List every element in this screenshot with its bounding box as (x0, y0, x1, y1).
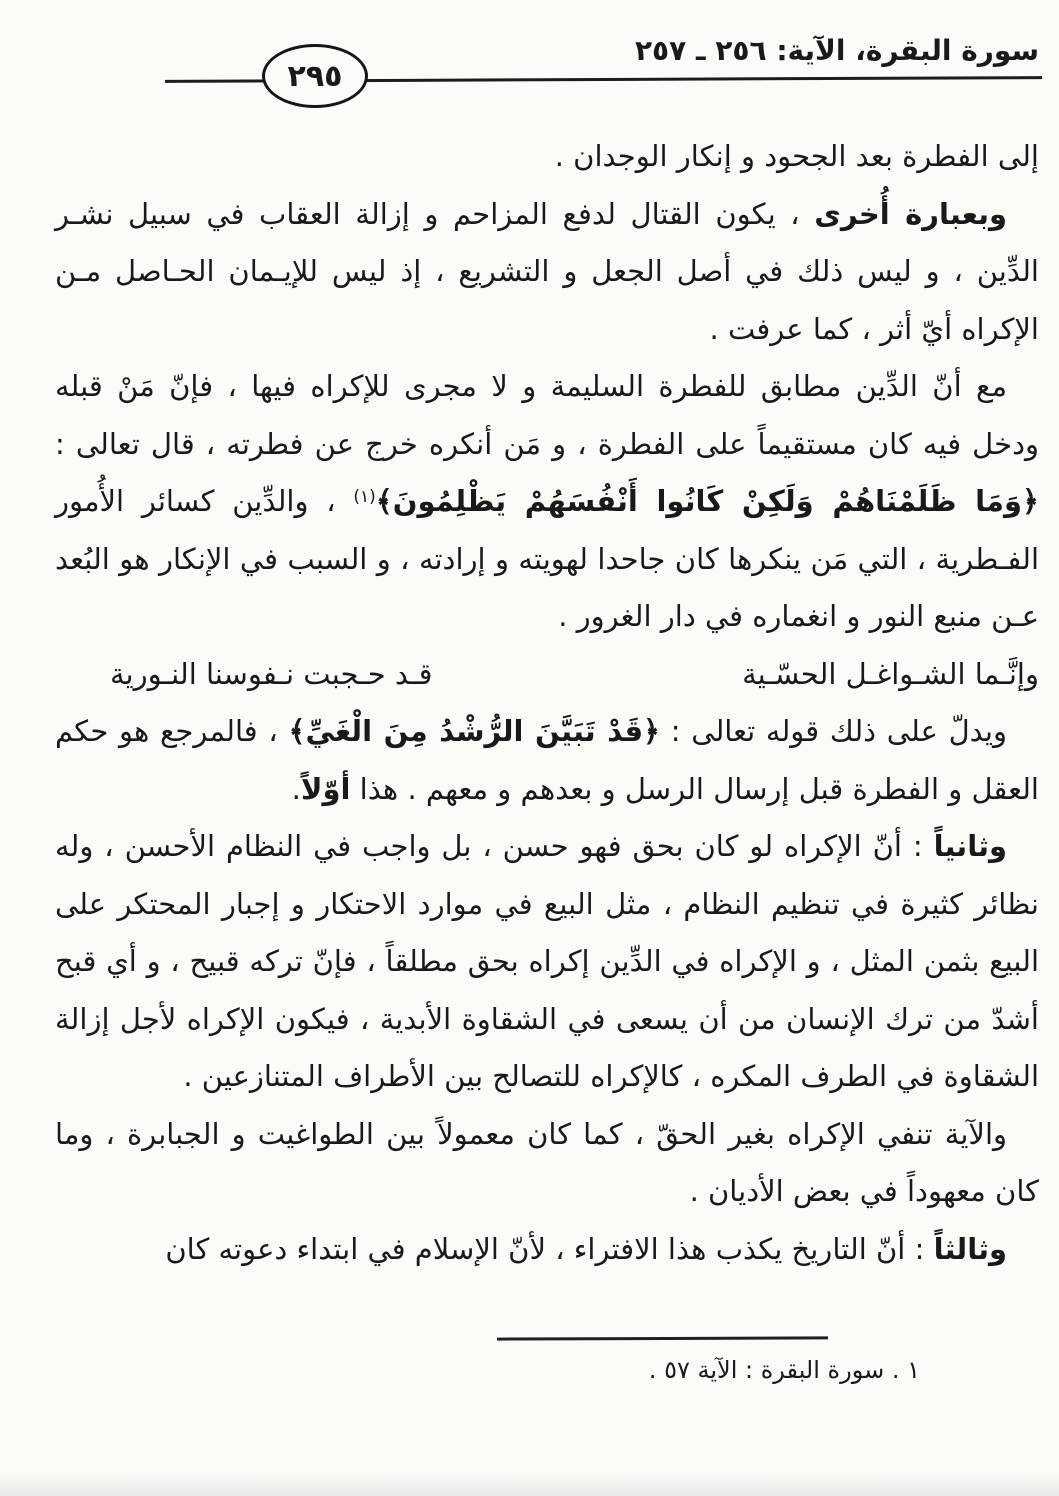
footnote-text: ١ . سورة البقرة : الآية ٥٧ . (648, 1356, 920, 1384)
paragraph: مع أنّ الدِّين مطابق للفطرة السليمة و لا مجرى للإكراه فيها ، فإنّ مَنْ قبله ودخل فيه كان مستقيماً على الفطرة ، و مَن أنكره خرج عن فطرته ، قال تعالى : ﴿وَمَا ظَلَمْنَاهُمْ وَلَكِنْ كَانُوا أَنْفُسَهُمْ يَظْلِمُونَ﴾$^{(١)}$ ، والدِّين كسائر الأُمور الفـطرية ، التي مَن ينكرها كان جاحدا لهويته و إرادته ، و السبب في الإنكار هو البُعد عـن منبع النور و انغماره في دار الغرور . (55, 369, 1039, 633)
paragraph: ويدلّ على ذلك قوله تعالى : ﴿قَدْ تَبَيَّنَ الرُّشْدُ مِنَ الْغَيِّ﴾ ، فالمرجع هو حكم العقل و الفطرة قبل إرسال الرسل و بعدهم و معهم . هذا أوّلاً. (55, 714, 1039, 806)
footnote-separator (497, 1336, 828, 1340)
page-number-badge (262, 44, 368, 108)
poetry-couplet (55, 646, 1039, 704)
hemistich-second: قـد حـجبت نـفوسنا النـورية (110, 656, 433, 691)
page-number: ٢٩٥ (287, 58, 343, 94)
paragraph: والآية تنفي الإكراه بغير الحقّ ، كما كان معمولاً بين الطواغيت و الجبابرة ، وما كان معهوداً في بعض الأديان . (55, 1116, 1039, 1208)
hemistich-first: وإنَّـما الشـواغـل الحسّـية (742, 656, 1039, 691)
paragraph: وبعبارة أُخرى ، يكون القتال لدفع المزاحم و إزالة العقاب في سبيل نشـر الدِّين ، و ليس ذلك في أصل الجعل و التشريع ، إذ ليس للإيـمان الحـاصل مـن الإكراه أيّ أثر ، كما عرفت . (55, 196, 1039, 346)
paragraph: إلى الفطرة بعد الجحود و إنكار الوجدان . (554, 139, 1039, 173)
paragraph: وثانياً : أنّ الإكراه لو كان بحق فهو حسن ، بل واجب في النظام الأحسن ، وله نظائر كثيرة في تنظيم النظام ، مثل البيع في موارد الاحتكار و إجبار المحتكر على البيع بثمن المثل ، و الإكراه في الدِّين إكراه بحق مطلقاً ، فإنّ تركه قبيح ، و أي قبح أشدّ من ترك الإنسان من أن يسعى في الشقاوة الأبدية ، فيكون الإكراه لأجل إزالة الشقاوة في الطرف المكره ، كالإكراه للتصالح بين الأطراف المتنازعين . (55, 829, 1039, 1093)
body-text (55, 128, 1039, 1278)
chapter-header: سورة البقرة، الآية: ٢٥٦ ـ ٢٥٧ (634, 34, 1039, 67)
paragraph: وثالثاً : أنّ التاريخ يكذب هذا الافتراء ، لأنّ الإسلام في ابتداء دعوته كان (165, 1231, 1007, 1266)
